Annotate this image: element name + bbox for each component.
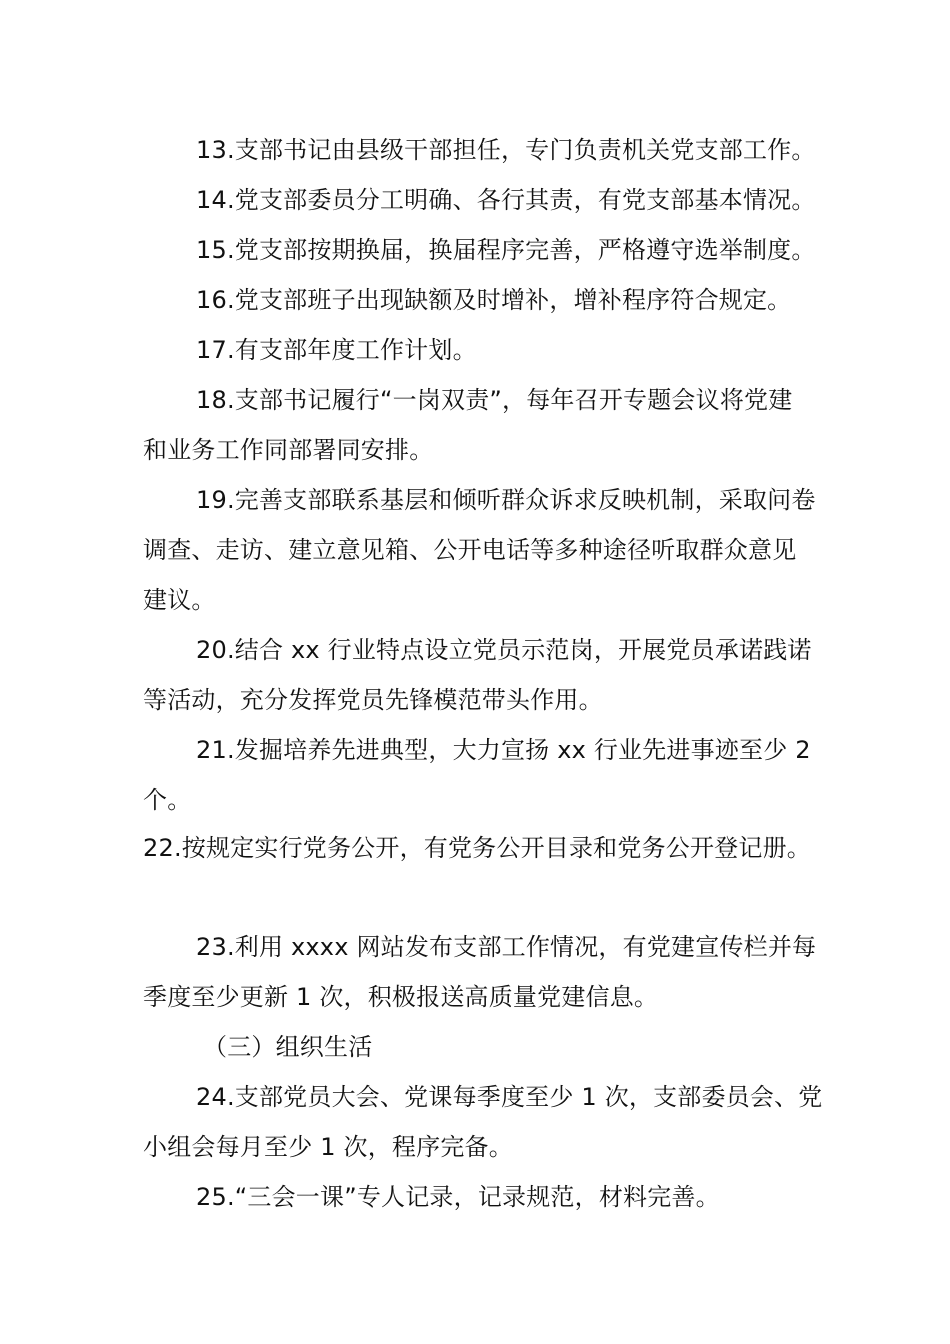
item-21-line-2: 个。 [143, 786, 192, 814]
item-22: 22.按规定实行党务公开，有党务公开目录和党务公开登记册。 [143, 834, 811, 862]
item-18-line-1: 18.支部书记履行“一岗双责”，每年召开专题会议将党建 [196, 386, 793, 414]
item-13: 13.支部书记由县级干部担任，专门负责机关党支部工作。 [196, 136, 816, 164]
item-23-line-1: 23.利用 xxxx 网站发布支部工作情况，有党建宣传栏并每 [196, 933, 817, 961]
item-24-line-2: 小组会每月至少 1 次，程序完备。 [143, 1133, 513, 1161]
item-20-line-2: 等活动，充分发挥党员先锋模范带头作用。 [143, 686, 603, 714]
section-heading: （三）组织生活 [203, 1033, 373, 1061]
item-19-line-1: 19.完善支部联系基层和倾听群众诉求反映机制，采取问卷 [196, 486, 816, 514]
item-23-line-2: 季度至少更新 1 次，积极报送高质量党建信息。 [143, 983, 659, 1011]
item-16: 16.党支部班子出现缺额及时增补，增补程序符合规定。 [196, 286, 792, 314]
item-17: 17.有支部年度工作计划。 [196, 336, 477, 364]
item-20-line-1: 20.结合 xx 行业特点设立党员示范岗，开展党员承诺践诺 [196, 636, 812, 664]
item-19-line-3: 建议。 [143, 586, 216, 614]
item-15: 15.党支部按期换届，换届程序完善，严格遵守选举制度。 [196, 236, 816, 264]
item-21-line-1: 21.发掘培养先进典型，大力宣扬 xx 行业先进事迹至少 2 [196, 736, 811, 764]
item-25: 25.“三会一课”专人记录，记录规范，材料完善。 [196, 1183, 720, 1211]
item-18-line-2: 和业务工作同部署同安排。 [143, 436, 434, 464]
item-14: 14.党支部委员分工明确、各行其责，有党支部基本情况。 [196, 186, 816, 214]
item-24-line-1: 24.支部党员大会、党课每季度至少 1 次，支部委员会、党 [196, 1083, 823, 1111]
item-19-line-2: 调查、走访、建立意见箱、公开电话等多种途径听取群众意见 [143, 536, 797, 564]
